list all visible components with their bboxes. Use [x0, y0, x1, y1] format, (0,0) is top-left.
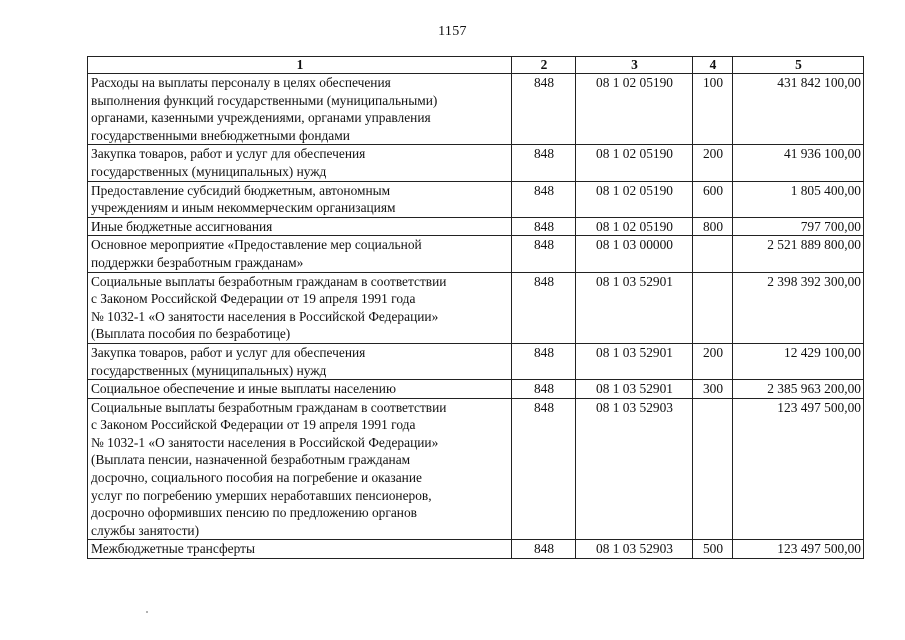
row-ved-cell: 848 [512, 380, 576, 399]
row-vr-cell [693, 272, 733, 343]
row-csr-cell: 08 1 03 52901 [576, 272, 693, 343]
row-ved-cell: 848 [512, 236, 576, 272]
row-ved-cell: 848 [512, 398, 576, 540]
row-name-cell: Социальное обеспечение и иные выплаты населению [88, 380, 512, 399]
table-row [88, 540, 864, 559]
row-vr-cell: 100 [693, 74, 733, 145]
header-col-2: 2 [512, 57, 576, 74]
table-row [88, 217, 864, 236]
row-csr-cell: 08 1 02 05190 [576, 145, 693, 181]
row-name-cell: Межбюджетные трансферты [88, 540, 512, 559]
row-sum-cell: 2 521 889 800,00 [733, 236, 864, 272]
row-vr-cell: 800 [693, 217, 733, 236]
row-sum-cell: 1 805 400,00 [733, 181, 864, 217]
page-number: 1157 [438, 24, 467, 39]
table-row [88, 181, 864, 217]
row-vr-cell: 300 [693, 380, 733, 399]
row-name-cell: Закупка товаров, работ и услуг для обеспечения государственных (муниципальных) нужд [88, 145, 512, 181]
row-sum-cell: 41 936 100,00 [733, 145, 864, 181]
row-vr-cell: 200 [693, 343, 733, 379]
row-ved-cell: 848 [512, 343, 576, 379]
header-col-3: 3 [576, 57, 693, 74]
table-row [88, 236, 864, 272]
row-csr-cell: 08 1 03 52901 [576, 380, 693, 399]
table-row [88, 145, 864, 181]
row-sum-cell: 797 700,00 [733, 217, 864, 236]
row-vr-cell: 500 [693, 540, 733, 559]
row-sum-cell: 123 497 500,00 [733, 540, 864, 559]
row-vr-cell [693, 236, 733, 272]
row-ved-cell: 848 [512, 145, 576, 181]
header-col-5: 5 [733, 57, 864, 74]
row-name-cell: Закупка товаров, работ и услуг для обеспечения государственных (муниципальных) нужд [88, 343, 512, 379]
row-name-cell: Предоставление субсидий бюджетным, автономным учреждениям и иным некоммерческим организациям [88, 181, 512, 217]
scan-speck [146, 611, 148, 613]
row-ved-cell: 848 [512, 272, 576, 343]
row-name-cell: Социальные выплаты безработным гражданам в соответствии с Законом Российской Федерации от 19 апреля 1991 года № 1032-1 «О занятости населения в Российской Федерации» (Выплата пособия по безработице) [88, 272, 512, 343]
row-sum-cell: 2 385 963 200,00 [733, 380, 864, 399]
row-vr-cell [693, 398, 733, 540]
row-sum-cell: 12 429 100,00 [733, 343, 864, 379]
table-row [88, 74, 864, 145]
table-row [88, 380, 864, 399]
budget-table [87, 56, 864, 559]
row-sum-cell: 431 842 100,00 [733, 74, 864, 145]
row-ved-cell: 848 [512, 540, 576, 559]
row-sum-cell: 2 398 392 300,00 [733, 272, 864, 343]
row-name-cell: Иные бюджетные ассигнования [88, 217, 512, 236]
table-header-row [88, 57, 864, 74]
row-vr-cell: 200 [693, 145, 733, 181]
row-name-cell: Расходы на выплаты персоналу в целях обеспечения выполнения функций государственными (муниципальными) органами, казенными учреждениями, органами управления государственными внебюджетными фондами [88, 74, 512, 145]
table-row [88, 398, 864, 540]
table-row [88, 343, 864, 379]
row-csr-cell: 08 1 03 52901 [576, 343, 693, 379]
row-ved-cell: 848 [512, 74, 576, 145]
header-col-1: 1 [88, 57, 512, 74]
row-ved-cell: 848 [512, 181, 576, 217]
row-csr-cell: 08 1 03 52903 [576, 398, 693, 540]
row-vr-cell: 600 [693, 181, 733, 217]
row-name-cell: Социальные выплаты безработным гражданам в соответствии с Законом Российской Федерации от 19 апреля 1991 года № 1032-1 «О занятости населения в Российской Федерации» (Выплата пенсии, назначенной безработным гражданам досрочно, социального пособия на погребение и оказание услуг по погребению умерших неработавших пенсионеров, досрочно оформивших пенсию по предложению органов службы занятости) [88, 398, 512, 540]
row-name-cell: Основное мероприятие «Предоставление мер социальной поддержки безработным гражданам» [88, 236, 512, 272]
row-csr-cell: 08 1 02 05190 [576, 217, 693, 236]
row-sum-cell: 123 497 500,00 [733, 398, 864, 540]
row-csr-cell: 08 1 03 52903 [576, 540, 693, 559]
table-row [88, 272, 864, 343]
header-col-4: 4 [693, 57, 733, 74]
row-csr-cell: 08 1 02 05190 [576, 74, 693, 145]
row-csr-cell: 08 1 03 00000 [576, 236, 693, 272]
row-ved-cell: 848 [512, 217, 576, 236]
row-csr-cell: 08 1 02 05190 [576, 181, 693, 217]
